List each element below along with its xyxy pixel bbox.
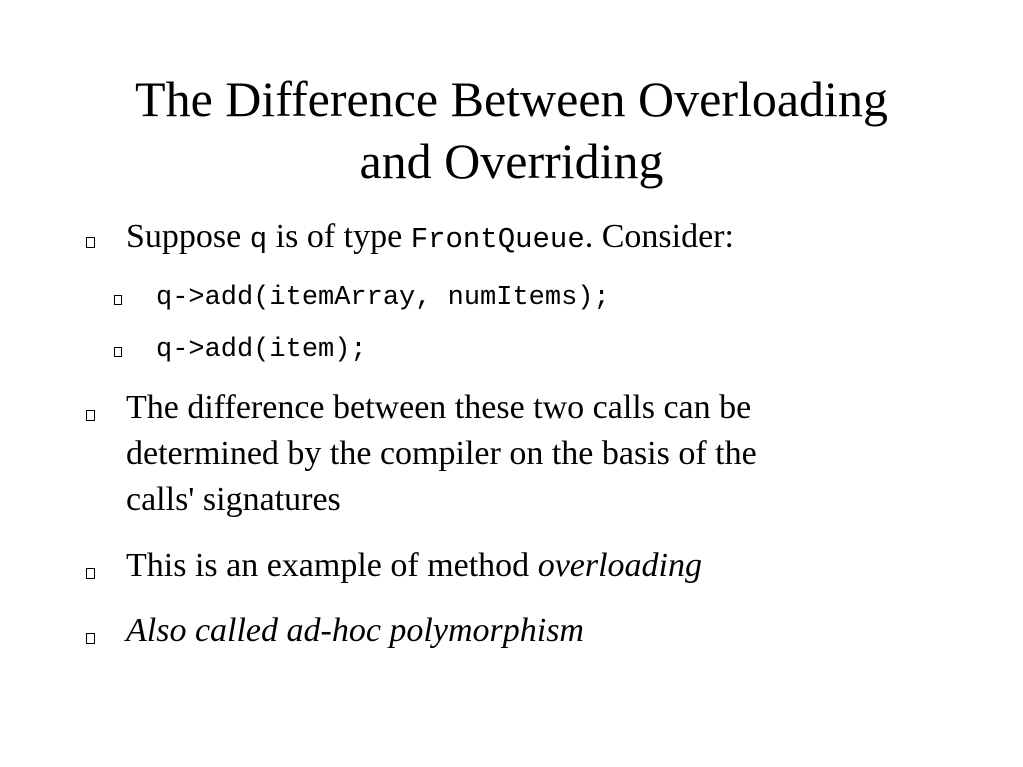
bullet-text: Also called ad-hoc polymorphism bbox=[126, 612, 584, 649]
bullet-text bbox=[126, 543, 702, 589]
code-type: FrontQueue bbox=[410, 223, 585, 256]
bullet-marker-icon bbox=[86, 410, 95, 421]
code-line: q->add(itemArray, numItems); bbox=[156, 283, 610, 313]
slide-title-line-2: and Overriding bbox=[359, 133, 664, 189]
bullet-text-part: Suppose bbox=[126, 218, 250, 255]
bullet-text-part: This is an example of method bbox=[126, 547, 538, 584]
bullet-text-part: is of type bbox=[267, 218, 411, 255]
bullet-text-line: calls' signatures bbox=[126, 481, 341, 518]
bullet-marker-icon bbox=[86, 568, 95, 579]
emphasis-term: overloading bbox=[537, 547, 702, 584]
bullet-text bbox=[126, 214, 734, 263]
slide-title-line-1: The Difference Between Overloading bbox=[135, 71, 888, 127]
bullet-marker-icon bbox=[86, 237, 95, 248]
bullet-text-line: determined by the compiler on the basis of the bbox=[126, 435, 757, 472]
slide-title bbox=[40, 68, 983, 192]
code-variable: q bbox=[249, 223, 268, 256]
bullet-text-line: The difference between these two calls can be bbox=[126, 389, 752, 426]
sub-bullet-marker-icon bbox=[114, 347, 122, 357]
bullet-marker-icon bbox=[86, 633, 95, 644]
bullet-text-part: . Consider: bbox=[584, 218, 734, 255]
sub-bullet-marker-icon bbox=[114, 295, 122, 305]
code-line: q->add(item); bbox=[156, 335, 367, 365]
